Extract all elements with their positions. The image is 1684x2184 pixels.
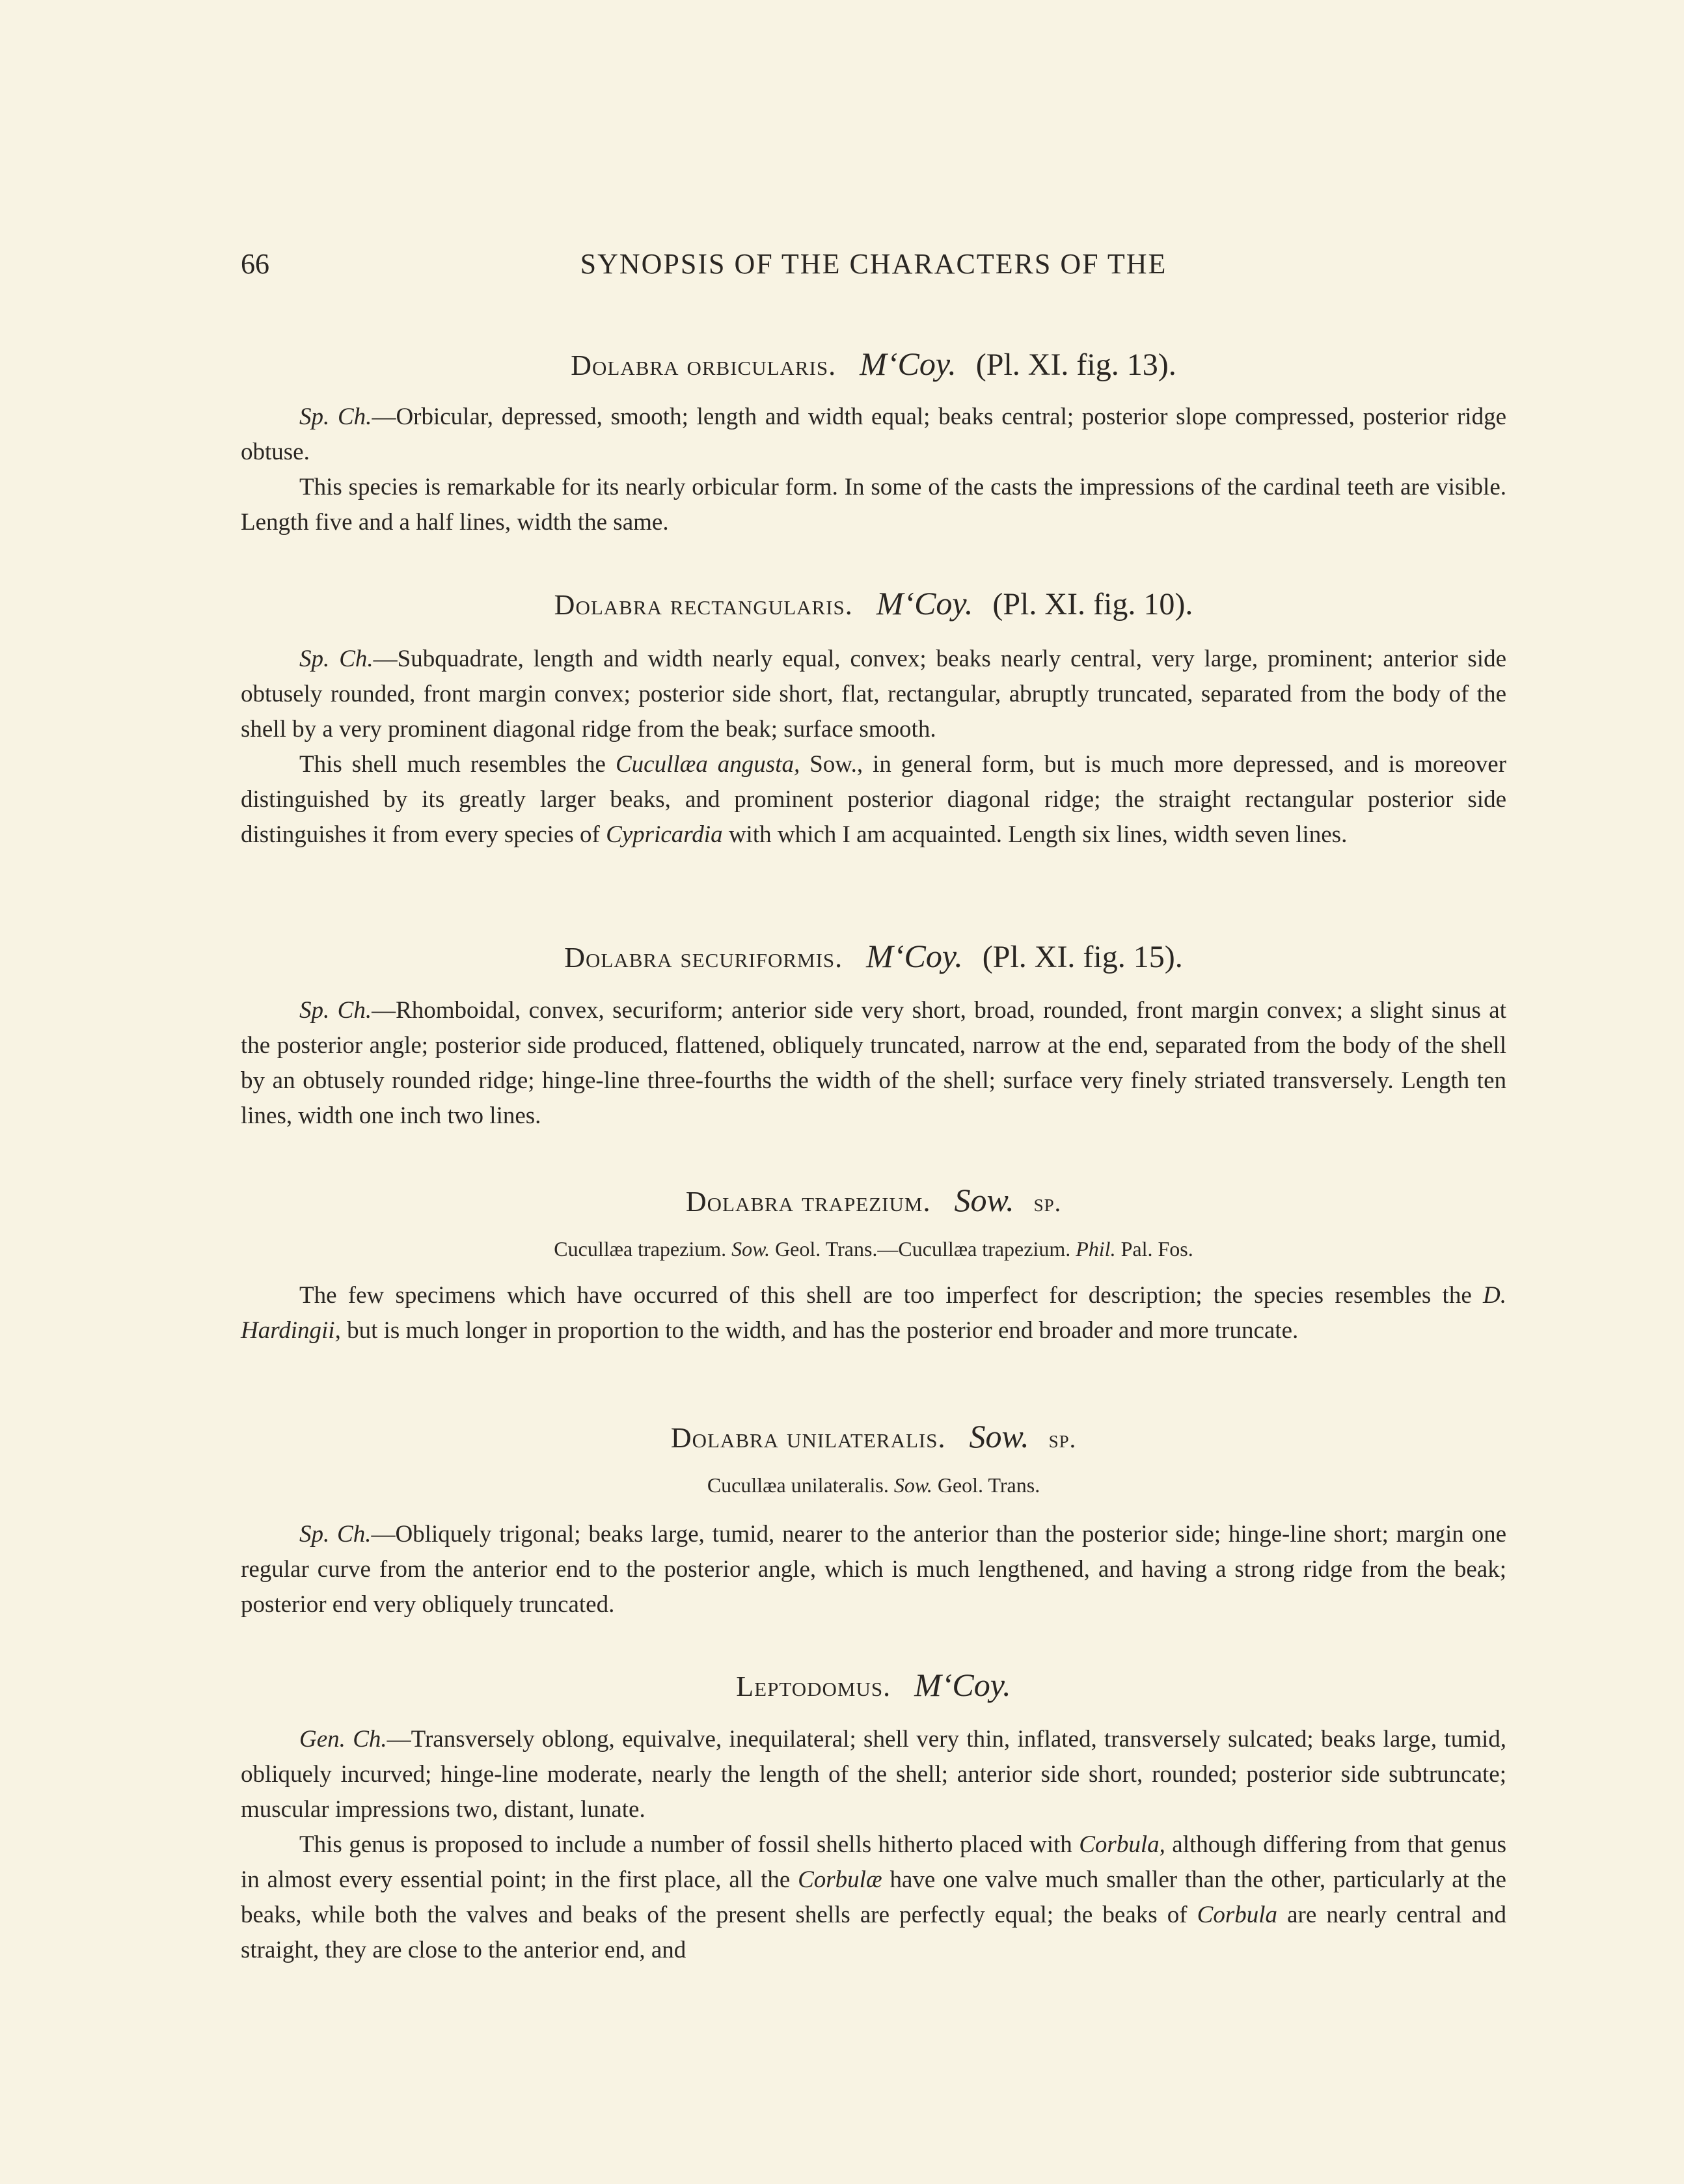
- section-dolabra-rectangularis: [241, 584, 1506, 853]
- synonym-text: Cucullæa unilateralis.: [707, 1473, 894, 1497]
- paragraph-text: This species is remarkable for its nearly orbicular form. In some of the casts the impressions of the cardinal teeth are visible. Length five and a half lines, width the same.: [241, 474, 1506, 536]
- species-author: M‘Coy.: [860, 346, 957, 382]
- sp-ch-label: Sp. Ch.: [299, 997, 372, 1024]
- gen-ch-label: Gen. Ch.: [299, 1726, 387, 1753]
- paragraph-text: Sow., in general form, but is much more depressed, and is moreover distinguished by its greatly larger beaks, and prominent posterior diagonal ridge; the straight rectangular posterior side distinguishes it from every species of: [241, 751, 1507, 848]
- species-name: Dolabra rectangularis.: [554, 589, 853, 621]
- synonym-author: Sow.: [731, 1237, 770, 1261]
- species-name: Dolabra orbicularis.: [571, 349, 837, 381]
- synonymy: [241, 1473, 1506, 1497]
- description-paragraph: [241, 747, 1506, 853]
- section-dolabra-orbicularis: [241, 345, 1506, 540]
- species-note: sp.: [1048, 1426, 1077, 1453]
- species-author: Sow.: [969, 1418, 1029, 1454]
- page-number: 66: [241, 248, 269, 280]
- species-name: Dolabra trapezium.: [685, 1186, 931, 1218]
- paragraph-text: —Obliquely trigonal; beaks large, tumid, nearer to the anterior than the posterior side; hinge-line short; margin one regular curve from the anterior end to the posterior angle, which is much lengthened, and having a strong ridge from the beak; posterior end very obliquely truncated.: [241, 1521, 1506, 1618]
- specific-characters: [241, 642, 1506, 747]
- paragraph-text: although differing from that genus in almost every essential point; in the first place, all the: [241, 1831, 1506, 1893]
- specific-characters: [241, 993, 1506, 1134]
- paragraph-text: with which I am acquainted. Length six lines, width seven lines.: [722, 821, 1348, 848]
- paragraph-text: have one valve much smaller than the other, particularly at the beaks, while both the valves and beaks of the present shells are perfectly equal; the beaks of: [241, 1866, 1506, 1928]
- paragraph-text: but is much longer in proportion to the width, and has the posterior end broader and more truncate.: [340, 1317, 1299, 1344]
- plate-reference: (Pl. XI. fig. 10).: [992, 587, 1193, 621]
- genus-reference: Cypricardia: [606, 821, 723, 848]
- sp-ch-label: Sp. Ch.: [299, 1521, 372, 1548]
- genus-reference: Corbula,: [1079, 1831, 1165, 1858]
- genus-reference: Corbulæ: [798, 1866, 882, 1893]
- paragraph-text: —Orbicular, depressed, smooth; length and width equal; beaks central; posterior slope compressed, posterior ridge obtuse.: [241, 403, 1506, 465]
- genus-name: Leptodomus.: [736, 1671, 891, 1702]
- section-leptodomus: [241, 1666, 1506, 1968]
- synonym-text: Cucullæa trapezium.: [554, 1237, 732, 1261]
- synonym-text: Geol. Trans.—Cucullæa trapezium.: [770, 1237, 1076, 1261]
- plate-reference: (Pl. XI. fig. 13).: [975, 348, 1176, 382]
- running-head: SYNOPSIS OF THE CHARACTERS OF THE: [580, 248, 1167, 280]
- section-title: [241, 937, 1506, 975]
- page-header: [241, 247, 1506, 286]
- synonym-text: Geol. Trans.: [932, 1473, 1040, 1497]
- genus-reference: Corbula: [1197, 1902, 1277, 1928]
- paragraph-text: This genus is proposed to include a number of fossil shells hitherto placed with: [299, 1831, 1080, 1858]
- synonym-author: Sow.: [893, 1473, 932, 1497]
- species-name: Dolabra unilateralis.: [670, 1422, 946, 1454]
- synonym-text: Pal. Fos.: [1115, 1237, 1193, 1261]
- paragraph-text: —Rhomboidal, convex, securiform; anterior side very short, broad, rounded, front margin convex; a slight sinus at the posterior angle; posterior side produced, flattened, obliquely truncated, narrow at the end, separated from the body of the shell by an obtusely rounded ridge; hinge-line three-fourths the width of the shell; surface very finely striated transversely. Length ten lines, width one inch two lines.: [241, 997, 1506, 1129]
- paragraph-text: —Transversely oblong, equivalve, inequilateral; shell very thin, inflated, transversely sulcated; beaks large, tumid, obliquely incurved; hinge-line moderate, nearly the length of the shell; anterior side short, rounded; posterior side subtruncate; muscular impressions two, distant, lunate.: [241, 1726, 1506, 1823]
- plate-reference: (Pl. XI. fig. 15).: [982, 940, 1183, 974]
- paragraph-text: The few specimens which have occurred of this shell are too imperfect for description; the species resembles the: [299, 1282, 1484, 1309]
- species-name: Dolabra securiformis.: [564, 942, 843, 974]
- sp-ch-label: Sp. Ch.: [299, 646, 373, 672]
- species-author: M‘Coy.: [876, 585, 973, 621]
- species-note: sp.: [1033, 1190, 1062, 1217]
- section-dolabra-unilateralis: [241, 1417, 1506, 1622]
- synonym-author: Phil.: [1076, 1237, 1116, 1261]
- paragraph-text: are nearly central and straight, they are close to the anterior end, and: [241, 1902, 1506, 1963]
- section-title: [241, 584, 1506, 622]
- section-dolabra-trapezium: [241, 1181, 1506, 1348]
- description-paragraph: [241, 470, 1506, 540]
- sp-ch-label: Sp. Ch.: [299, 403, 372, 430]
- species-reference: Cucullæa angusta,: [615, 751, 800, 778]
- section-dolabra-securiformis: [241, 937, 1506, 1134]
- species-author: Sow.: [954, 1182, 1014, 1218]
- specific-characters: [241, 1517, 1506, 1622]
- specific-characters: [241, 400, 1506, 470]
- section-title: [241, 345, 1506, 383]
- paragraph-text: This shell much resembles the: [299, 751, 616, 778]
- species-reference: D. Hardingii,: [241, 1282, 1506, 1344]
- description-paragraph: [241, 1278, 1506, 1348]
- paragraph-text: —Subquadrate, length and width nearly equal, convex; beaks nearly central, very large, prominent; anterior side obtusely rounded, front margin convex; posterior side short, flat, rectangular, abruptly truncated, separated from the body of the shell by a very prominent diagonal ridge from the beak; surface smooth.: [241, 646, 1506, 743]
- description-paragraph: [241, 1827, 1506, 1968]
- genus-author: M‘Coy.: [914, 1667, 1011, 1703]
- section-title: [241, 1417, 1506, 1455]
- synonymy: [241, 1237, 1506, 1261]
- section-title: [241, 1181, 1506, 1219]
- section-title: [241, 1666, 1506, 1704]
- species-author: M‘Coy.: [866, 938, 963, 974]
- generic-characters: [241, 1722, 1506, 1827]
